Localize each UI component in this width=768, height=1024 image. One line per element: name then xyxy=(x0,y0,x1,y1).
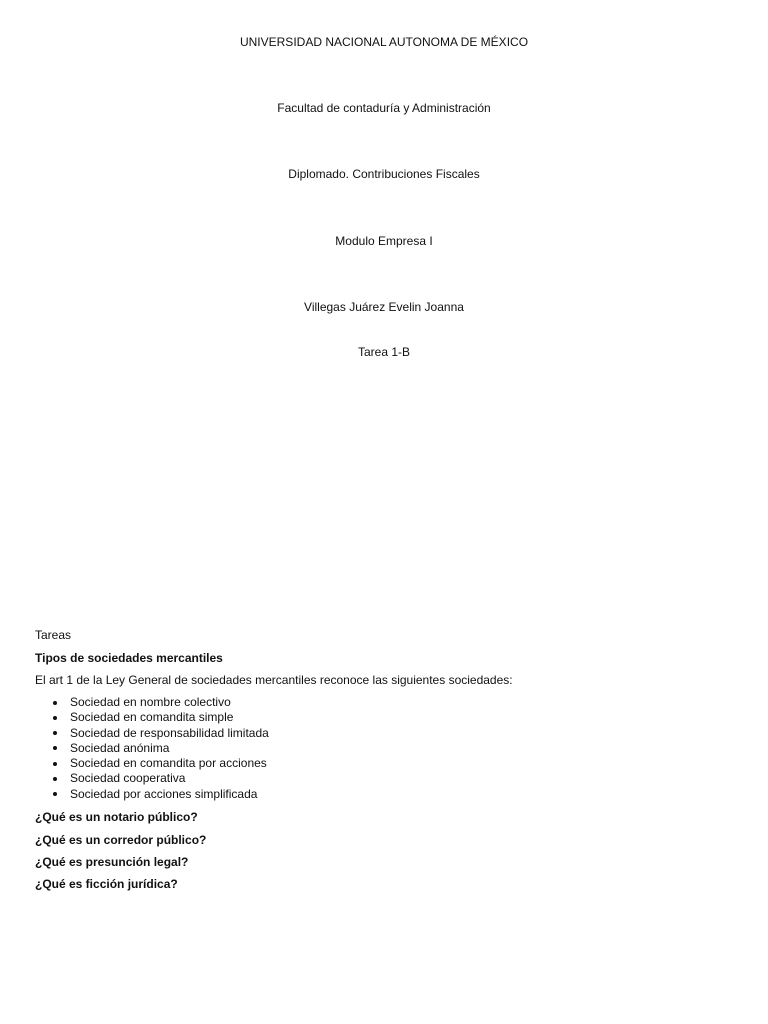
bullet-icon xyxy=(53,777,57,781)
section-label: Tareas xyxy=(35,628,72,642)
university-name: UNIVERSIDAD NACIONAL AUTONOMA DE MÉXICO xyxy=(239,35,529,49)
list-item xyxy=(35,726,269,741)
list-item xyxy=(35,756,269,771)
bullet-icon xyxy=(53,701,57,705)
list-item xyxy=(35,741,269,756)
bullet-icon xyxy=(53,746,57,750)
list-item-text: Sociedad en comandita simple xyxy=(70,710,234,725)
bullet-icon xyxy=(53,792,57,796)
question-notario: ¿Qué es un notario público? xyxy=(35,810,198,824)
question-presuncion: ¿Qué es presunción legal? xyxy=(35,855,189,869)
question-corredor: ¿Qué es un corredor público? xyxy=(35,833,207,847)
assignment-title: Tarea 1-B xyxy=(357,345,411,359)
course-name: Diplomado. Contribuciones Fiscales xyxy=(288,167,480,181)
faculty-name: Facultad de contaduría y Administración xyxy=(277,101,491,115)
question-ficcion: ¿Qué es ficción jurídica? xyxy=(35,877,178,891)
intro-paragraph: El art 1 de la Ley General de sociedades mercantiles reconoce las siguientes sociedades: xyxy=(35,673,513,687)
list-item xyxy=(35,771,269,786)
list-item-text: Sociedad por acciones simplificada xyxy=(70,786,258,801)
list-item-text: Sociedad de responsabilidad limitada xyxy=(70,725,269,740)
list-item xyxy=(35,695,269,710)
section-heading: Tipos de sociedades mercantiles xyxy=(35,651,223,665)
bullet-icon xyxy=(53,731,57,735)
student-name: Villegas Juárez Evelin Joanna xyxy=(304,300,464,314)
bullet-icon xyxy=(53,762,57,766)
list-item-text: Sociedad anónima xyxy=(70,740,170,755)
list-item xyxy=(35,787,269,802)
list-item-text: Sociedad cooperativa xyxy=(70,771,186,786)
list-item xyxy=(35,710,269,725)
societies-list xyxy=(35,695,269,802)
module-name: Modulo Empresa I xyxy=(335,234,433,248)
list-item-text: Sociedad en nombre colectivo xyxy=(70,695,231,709)
list-item-text: Sociedad en comandita por acciones xyxy=(70,756,267,771)
bullet-icon xyxy=(53,716,57,720)
